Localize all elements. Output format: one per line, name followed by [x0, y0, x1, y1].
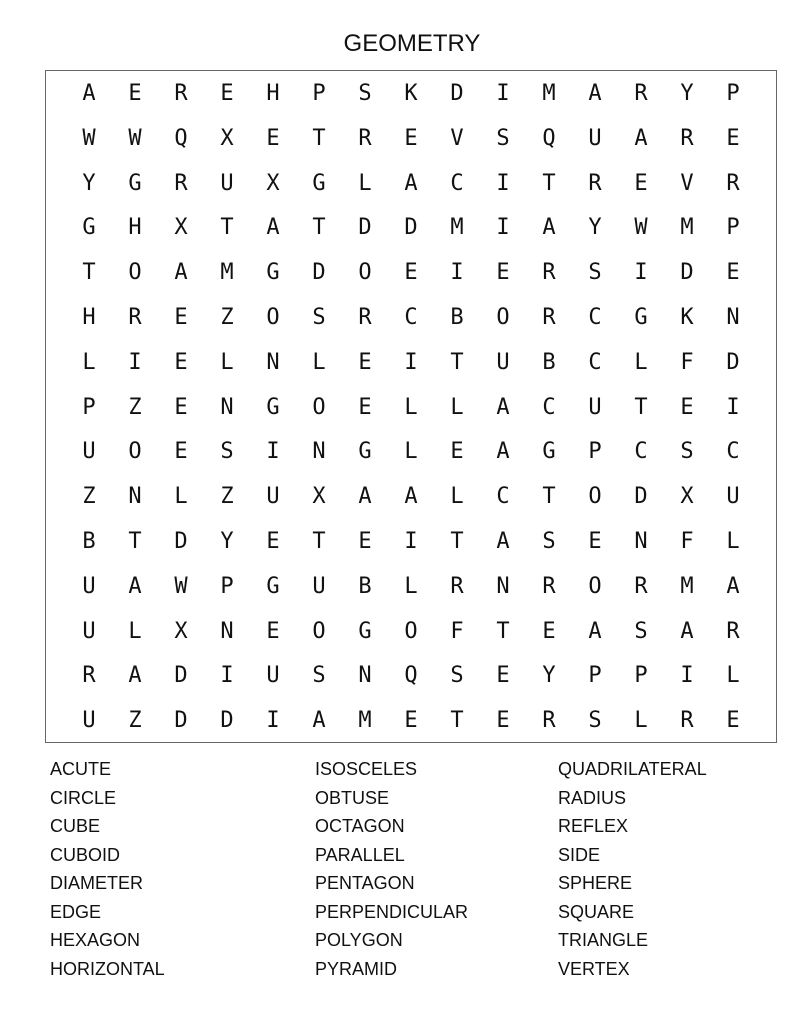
grid-letter: Z: [220, 304, 234, 330]
word-list-item: PARALLEL: [315, 844, 405, 865]
grid-letter: G: [128, 170, 142, 196]
grid-letter: I: [496, 170, 510, 196]
grid-letter: U: [82, 439, 96, 465]
grid-letter: D: [634, 484, 648, 510]
grid-letter: I: [220, 663, 234, 689]
word-list-item: EDGE: [50, 901, 102, 922]
grid-letter: U: [266, 663, 280, 689]
word-list-item: HEXAGON: [50, 930, 141, 950]
grid-letter: L: [358, 170, 372, 196]
grid-letter: R: [634, 573, 648, 599]
grid-letter: R: [588, 170, 602, 196]
grid-letter: E: [634, 170, 648, 196]
grid-letter: A: [128, 663, 142, 689]
grid-letter: N: [128, 484, 142, 510]
grid-letter: L: [450, 394, 464, 420]
grid-letter: A: [404, 484, 418, 510]
grid-letter: D: [358, 215, 372, 241]
grid-letter: C: [726, 439, 740, 465]
grid-letter: E: [496, 708, 510, 734]
word-list-item: HORIZONTAL: [50, 958, 165, 979]
grid-letter: U: [588, 394, 602, 420]
grid-letter: O: [588, 573, 602, 599]
grid-letter: O: [312, 394, 326, 420]
grid-letter: A: [82, 81, 96, 106]
grid-letter: A: [680, 618, 694, 644]
grid-letter: N: [220, 394, 234, 420]
grid-letter: H: [128, 215, 142, 241]
grid-letter: T: [312, 125, 326, 151]
grid-letter: E: [496, 663, 510, 689]
grid-letter: M: [450, 215, 464, 241]
grid-letter: G: [542, 439, 556, 465]
grid-letter: S: [358, 81, 372, 106]
word-list-column-1: [50, 757, 165, 985]
grid-letter: P: [220, 573, 234, 599]
grid-letter: A: [496, 528, 510, 554]
grid-letter: M: [220, 260, 234, 286]
grid-letter: G: [312, 170, 326, 196]
grid-letter: E: [496, 260, 510, 286]
grid-letter: B: [358, 573, 372, 599]
grid-letter: E: [128, 81, 142, 106]
grid-letter: S: [588, 260, 602, 286]
grid-letter: L: [634, 708, 648, 734]
grid-letter: F: [680, 349, 694, 375]
grid-letter: F: [450, 618, 464, 644]
grid-letter: L: [174, 484, 188, 510]
grid-letter: N: [496, 573, 510, 599]
grid-letter: E: [174, 304, 188, 330]
grid-letter: O: [128, 260, 142, 286]
grid-letter: A: [542, 215, 556, 241]
grid-letter: F: [680, 528, 694, 554]
grid-letter: L: [404, 394, 418, 420]
word-list-column-3: [558, 757, 707, 985]
grid-letter: E: [404, 125, 418, 151]
grid-letter: D: [404, 215, 418, 241]
grid-letter: W: [82, 125, 96, 151]
grid-letter: K: [680, 304, 694, 330]
grid-letter: D: [450, 81, 464, 106]
grid-letter: B: [542, 349, 556, 375]
grid-letter: A: [174, 260, 188, 286]
grid-letter: X: [312, 484, 326, 510]
grid-letter: I: [404, 528, 418, 554]
grid-letter: L: [726, 663, 740, 689]
word-list-item: CIRCLE: [50, 787, 117, 808]
grid-letter: A: [588, 81, 602, 106]
grid-letter: Q: [404, 663, 418, 689]
grid-letter: A: [496, 439, 510, 465]
word-list-item: CUBE: [50, 816, 101, 836]
grid-letter: R: [174, 170, 188, 196]
grid-letter: I: [450, 260, 464, 286]
grid-letter: G: [266, 573, 280, 599]
grid-letter: C: [404, 304, 418, 330]
word-list-item: VERTEX: [558, 958, 630, 979]
grid-letter: T: [450, 528, 464, 554]
grid-letter: R: [450, 573, 464, 599]
grid-letter: N: [266, 349, 280, 375]
grid-letter: R: [82, 663, 96, 689]
grid-letter: L: [726, 528, 740, 554]
grid-letter: S: [634, 618, 648, 644]
grid-letter: S: [588, 708, 602, 734]
grid-letter: C: [634, 439, 648, 465]
word-list-item: SPHERE: [558, 873, 633, 893]
grid-letter: R: [358, 304, 372, 330]
grid-letter: E: [726, 260, 740, 286]
grid-letter: R: [542, 260, 556, 286]
grid-letter: U: [82, 618, 96, 644]
grid-letter: Q: [174, 125, 188, 151]
grid-letter: C: [588, 349, 602, 375]
grid-letter: A: [496, 394, 510, 420]
grid-letter: U: [588, 125, 602, 151]
grid-letter: T: [496, 618, 510, 644]
grid-letter: V: [680, 170, 694, 196]
grid-letter: T: [82, 260, 96, 286]
grid-letter: L: [404, 439, 418, 465]
word-list-item: CUBOID: [50, 844, 121, 865]
grid-letter: A: [404, 170, 418, 196]
grid-letter: N: [312, 439, 326, 465]
grid-letter: Y: [588, 215, 602, 241]
grid-letter: D: [174, 663, 188, 689]
grid-letter: Z: [82, 484, 96, 510]
grid-letter: R: [128, 304, 142, 330]
grid-letter: U: [220, 170, 234, 196]
grid-letter: R: [542, 708, 556, 734]
grid-letter: P: [726, 81, 740, 106]
grid-letter: X: [174, 215, 188, 241]
grid-letter: P: [588, 439, 602, 465]
grid-letter: O: [496, 304, 510, 330]
grid-letter: V: [450, 125, 464, 151]
grid-letter: G: [358, 618, 372, 644]
grid-letter: D: [312, 260, 326, 286]
grid-letter: T: [220, 215, 234, 241]
grid-letter: L: [82, 349, 96, 375]
grid-letter: C: [542, 394, 556, 420]
grid-letter: R: [726, 618, 740, 644]
grid-letter: S: [542, 528, 556, 554]
grid-letter: E: [450, 439, 464, 465]
grid-letter: E: [726, 125, 740, 151]
grid-letter: P: [588, 663, 602, 689]
word-list-item: PYRAMID: [315, 958, 398, 979]
grid-letter: Y: [220, 528, 234, 554]
grid-letter: T: [634, 394, 648, 420]
grid-letter: M: [358, 708, 372, 734]
word-list-item: OBTUSE: [315, 787, 390, 808]
grid-letter: R: [726, 170, 740, 196]
word-list-item: RADIUS: [558, 787, 627, 808]
grid-letter: P: [726, 215, 740, 241]
grid-letter: X: [680, 484, 694, 510]
word-list: [0, 757, 799, 997]
grid-letter: U: [496, 349, 510, 375]
grid-letter: Q: [542, 125, 556, 151]
grid-letter: T: [450, 349, 464, 375]
grid-letter: A: [128, 573, 142, 599]
grid-letter: O: [266, 304, 280, 330]
grid-letter: E: [542, 618, 556, 644]
grid-letter: N: [358, 663, 372, 689]
grid-letter: U: [726, 484, 740, 510]
grid-letter: S: [450, 663, 464, 689]
grid-letter: I: [680, 663, 694, 689]
grid-letter: Y: [680, 81, 694, 106]
grid-letter: O: [312, 618, 326, 644]
grid-letter: W: [128, 125, 142, 151]
grid-letter: A: [358, 484, 372, 510]
grid-letter: S: [496, 125, 510, 151]
grid-letter: R: [358, 125, 372, 151]
grid-letter: B: [82, 528, 96, 554]
grid-letter: E: [266, 125, 280, 151]
grid-letter: S: [220, 439, 234, 465]
grid-letter: E: [726, 708, 740, 734]
word-list-item: REFLEX: [558, 816, 629, 836]
word-list-item: SIDE: [558, 844, 601, 865]
grid-letter: L: [128, 618, 142, 644]
grid-letter: O: [128, 439, 142, 465]
grid-letter: E: [404, 260, 418, 286]
grid-letter: Y: [542, 663, 556, 689]
grid-letter: E: [174, 349, 188, 375]
grid-letter: R: [542, 573, 556, 599]
word-list-item: POLYGON: [315, 930, 403, 950]
word-list-item: DIAMETER: [50, 873, 144, 893]
grid-letter: D: [220, 708, 234, 734]
grid-letter: U: [266, 484, 280, 510]
grid-letter: P: [82, 394, 96, 420]
letter-grid: [66, 78, 756, 750]
grid-letter: D: [726, 349, 740, 375]
grid-letter: B: [450, 304, 464, 330]
grid-letter: T: [542, 484, 556, 510]
word-list-item: ISOSCELES: [315, 759, 418, 779]
grid-letter: I: [634, 260, 648, 286]
grid-letter: E: [174, 439, 188, 465]
grid-letter: H: [82, 304, 96, 330]
grid-letter: Y: [82, 170, 96, 196]
grid-letter: A: [312, 708, 326, 734]
grid-letter: E: [404, 708, 418, 734]
grid-letter: I: [496, 215, 510, 241]
grid-letter: C: [588, 304, 602, 330]
grid-letter: E: [358, 528, 372, 554]
word-list-item: TRIANGLE: [558, 930, 649, 950]
grid-letter: N: [726, 304, 740, 330]
word-list-item: OCTAGON: [315, 816, 405, 836]
word-list-item: SQUARE: [558, 901, 635, 922]
grid-letter: A: [634, 125, 648, 151]
grid-letter: S: [312, 304, 326, 330]
puzzle-title: GEOMETRY: [343, 30, 481, 57]
grid-letter: I: [496, 81, 510, 106]
grid-letter: E: [358, 394, 372, 420]
grid-letter: T: [450, 708, 464, 734]
grid-letter: U: [82, 573, 96, 599]
grid-letter: G: [266, 260, 280, 286]
grid-letter: E: [220, 81, 234, 106]
word-list-item: ACUTE: [50, 759, 112, 779]
grid-letter: E: [266, 618, 280, 644]
grid-letter: L: [404, 573, 418, 599]
grid-letter: C: [496, 484, 510, 510]
grid-letter: R: [634, 81, 648, 106]
grid-letter: T: [312, 528, 326, 554]
grid-letter: O: [588, 484, 602, 510]
grid-letter: T: [542, 170, 556, 196]
word-list-column-2: [315, 757, 468, 985]
grid-letter: I: [404, 349, 418, 375]
grid-letter: I: [266, 708, 280, 734]
grid-letter: E: [174, 394, 188, 420]
grid-letter: P: [312, 81, 326, 106]
grid-letter: K: [404, 81, 418, 106]
grid-letter: O: [358, 260, 372, 286]
grid-letter: G: [82, 215, 96, 241]
word-list-item: PERPENDICULAR: [315, 901, 469, 922]
grid-letter: M: [680, 215, 694, 241]
grid-letter: X: [174, 618, 188, 644]
grid-letter: E: [266, 528, 280, 554]
grid-letter: R: [680, 125, 694, 151]
grid-letter: Z: [128, 708, 142, 734]
grid-letter: X: [220, 125, 234, 151]
grid-letter: R: [680, 708, 694, 734]
word-list-item: QUADRILATERAL: [558, 759, 707, 779]
grid-letter: U: [82, 708, 96, 734]
grid-letter: G: [634, 304, 648, 330]
grid-letter: D: [680, 260, 694, 286]
grid-letter: L: [634, 349, 648, 375]
grid-letter: E: [358, 349, 372, 375]
grid-letter: H: [266, 81, 280, 106]
grid-letter: I: [726, 394, 740, 420]
grid-letter: I: [266, 439, 280, 465]
grid-letter: Z: [128, 394, 142, 420]
grid-letter: E: [680, 394, 694, 420]
grid-letter: S: [312, 663, 326, 689]
grid-letter: O: [404, 618, 418, 644]
grid-letter: M: [680, 573, 694, 599]
grid-letter: L: [450, 484, 464, 510]
grid-letter: N: [220, 618, 234, 644]
grid-letter: D: [174, 708, 188, 734]
grid-letter: E: [588, 528, 602, 554]
grid-letter: T: [312, 215, 326, 241]
grid-letter: R: [174, 81, 188, 106]
grid-letter: A: [266, 215, 280, 241]
grid-letter: A: [726, 573, 740, 599]
grid-letter: X: [266, 170, 280, 196]
grid-letter: I: [128, 349, 142, 375]
grid-letter: T: [128, 528, 142, 554]
grid-letter: G: [266, 394, 280, 420]
grid-letter: W: [634, 215, 648, 241]
grid-letter: D: [174, 528, 188, 554]
grid-letter: P: [634, 663, 648, 689]
word-list-item: PENTAGON: [315, 873, 415, 893]
grid-letter: M: [542, 81, 556, 106]
grid-letter: U: [312, 573, 326, 599]
grid-letter: L: [312, 349, 326, 375]
grid-letter: N: [634, 528, 648, 554]
grid-letter: Z: [220, 484, 234, 510]
grid-letter: W: [174, 573, 188, 599]
grid-letter: C: [450, 170, 464, 196]
grid-letter: L: [220, 349, 234, 375]
grid-letter: G: [358, 439, 372, 465]
grid-letter: R: [542, 304, 556, 330]
grid-letter: A: [588, 618, 602, 644]
grid-letter: S: [680, 439, 694, 465]
